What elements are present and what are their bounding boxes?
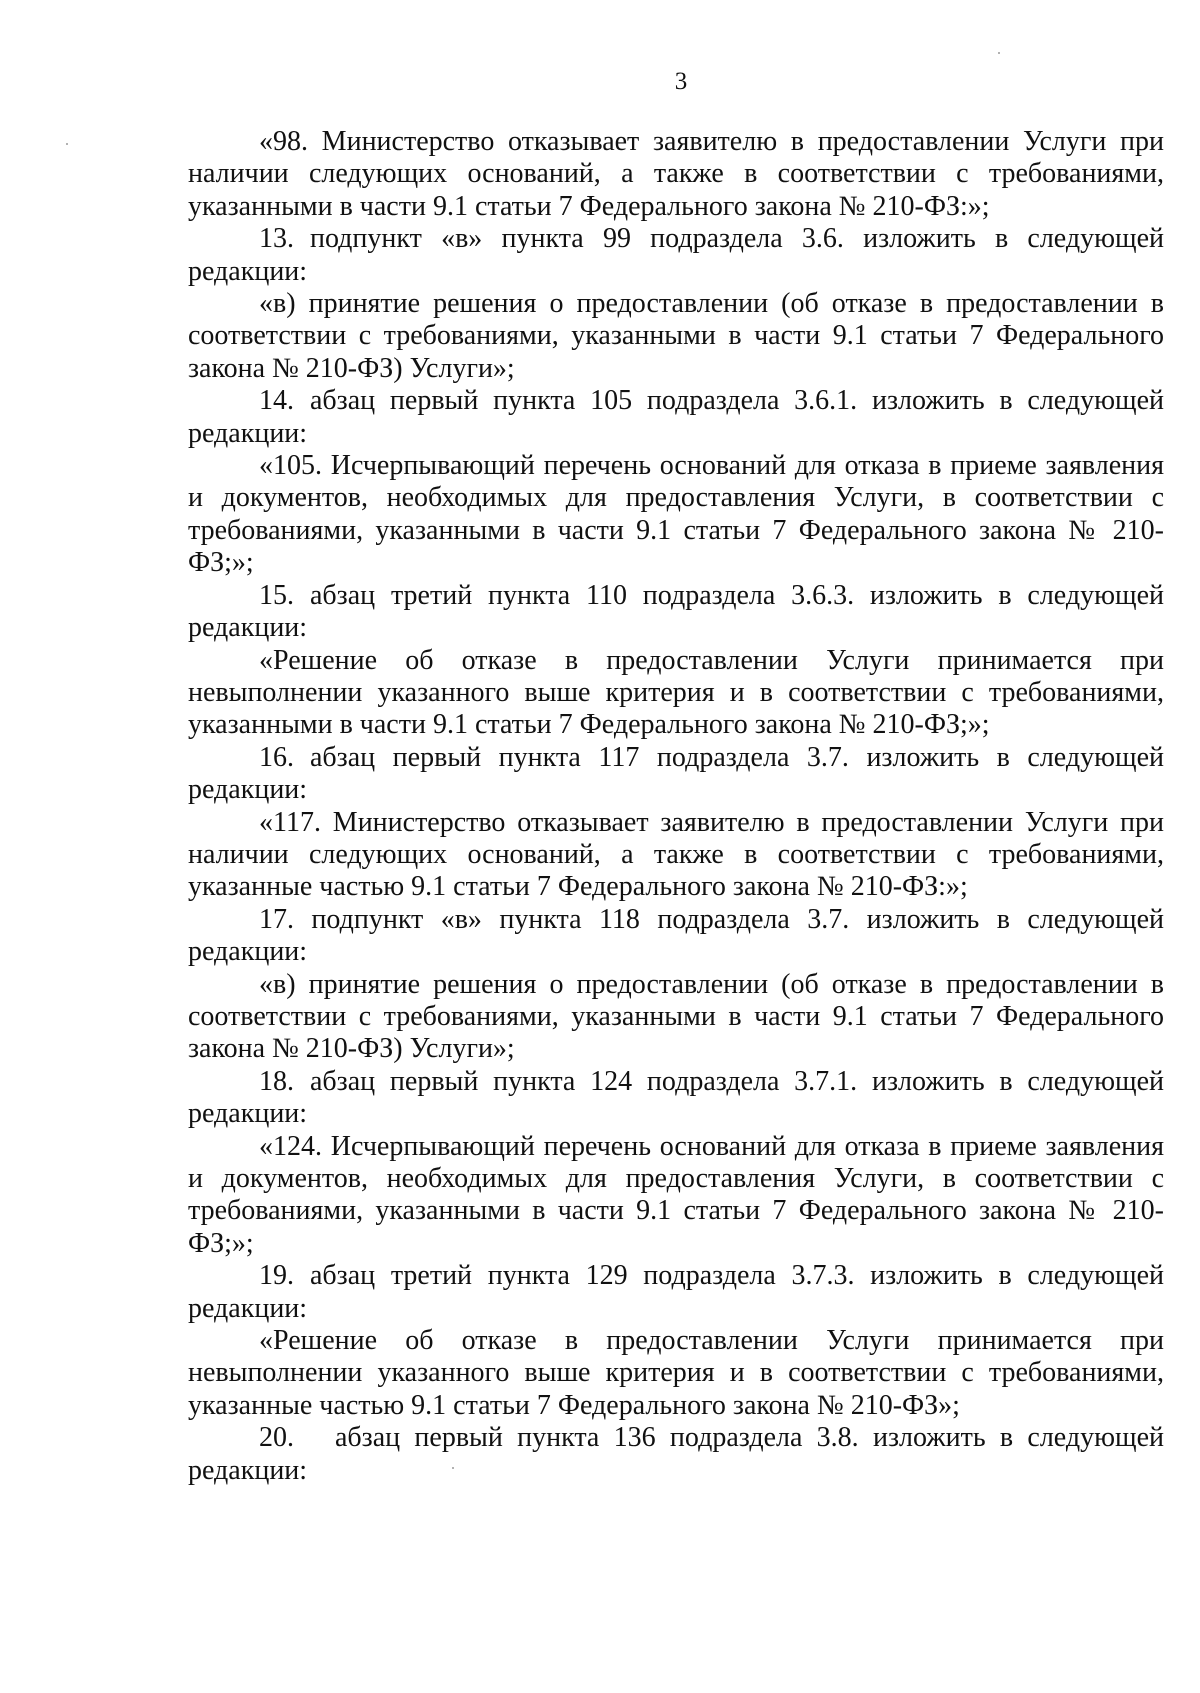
scan-speck <box>66 143 68 145</box>
item-text: абзац первый пункта 124 подраздела 3.7.1. изложить в следующей редакции: <box>188 1065 1164 1130</box>
paragraph-text: «Решение об отказе в предоставлении Услуги принимается при невыполнении указанного выше критерия и в соответствии с требованиями, указанные частью 9.1 статьи 7 Федерального закона № 210-ФЗ»; <box>188 1325 1164 1421</box>
scan-speck <box>998 52 1000 54</box>
paragraph-117 <box>188 807 1164 904</box>
paragraph-text: «124. Исчерпывающий перечень оснований для отказа в приеме заявления и документов, необходимых для предоставления Услуги, в соответствии с требованиями, указанными в части 9.1 статьи 7 Федерального закона № 210-ФЗ;»; <box>188 1130 1164 1259</box>
item-18 <box>188 1066 1164 1131</box>
item-20 <box>188 1422 1164 1487</box>
item-17 <box>188 904 1164 969</box>
item-text: абзац первый пункта 117 подраздела 3.7. изложить в следующей редакции: <box>188 741 1164 806</box>
page-number: 3 <box>674 68 688 95</box>
paragraph-text: «в) принятие решения о предоставлении (об отказе в предоставлении в соответствии с требованиями, указанными в части 9.1 статьи 7 Федерального закона № 210-ФЗ) Услуги»; <box>188 968 1164 1065</box>
item-number: 14. <box>259 385 294 417</box>
paragraph-text: «105. Исчерпывающий перечень оснований для отказа в приеме заявления и документов, необходимых для предоставления Услуги, в соответствии с требованиями, указанными в части 9.1 статьи 7 Федерального закона № 210-ФЗ;»; <box>188 450 1164 579</box>
paragraph-text: «98. Министерство отказывает заявителю в предоставлении Услуги при наличии следующих оснований, а также в соответствии с требованиями, указанными в части 9.1 статьи 7 Федерального закона № 210-ФЗ:»; <box>188 126 1164 222</box>
item-text: абзац третий пункта 110 подраздела 3.6.3. изложить в следующей редакции: <box>188 579 1164 644</box>
item-number: 18. <box>259 1065 294 1097</box>
paragraph-text: «117. Министерство отказывает заявителю в предоставлении Услуги при наличии следующих оснований, а также в соответствии с требованиями, указанные частью 9.1 статьи 7 Федерального закона № 210-ФЗ:»; <box>188 806 1164 903</box>
scan-speck <box>452 1467 454 1469</box>
paragraph-124 <box>188 1131 1164 1261</box>
item-text: подпункт «в» пункта 99 подраздела 3.6. изложить в следующей редакции: <box>188 223 1164 287</box>
paragraph-98 <box>188 126 1164 223</box>
item-number: 13. <box>259 223 294 255</box>
paragraph-105 <box>188 450 1164 580</box>
item-text: абзац первый пункта 105 подраздела 3.6.1. изложить в следующей редакции: <box>188 385 1164 449</box>
item-16 <box>188 742 1164 807</box>
paragraph-text: «Решение об отказе в предоставлении Услуги принимается при невыполнении указанного выше критерия и в соответствии с требованиями, указанными в части 9.1 статьи 7 Федерального закона № 210-ФЗ;»; <box>188 644 1164 741</box>
paragraph-text: «в) принятие решения о предоставлении (об отказе в предоставлении в соответствии с требованиями, указанными в части 9.1 статьи 7 Федерального закона № 210-ФЗ) Услуги»; <box>188 288 1164 384</box>
item-number: 16. <box>259 741 294 773</box>
item-19 <box>188 1260 1164 1325</box>
item-13 <box>188 223 1164 288</box>
item-text: 17. подпункт «в» пункта 118 подраздела 3.7. изложить в следующей редакции: <box>188 903 1164 968</box>
quoted-subitem-v-99 <box>188 288 1164 385</box>
item-number: 20. <box>259 1422 294 1454</box>
item-number: 19. <box>259 1260 294 1292</box>
item-number: 15. <box>259 579 294 611</box>
paragraph-decision-110 <box>188 645 1164 742</box>
document-body <box>188 126 1164 1487</box>
item-text: абзац третий пункта 129 подраздела 3.7.3. изложить в следующей редакции: <box>188 1260 1164 1324</box>
item-15 <box>188 580 1164 645</box>
item-14 <box>188 385 1164 450</box>
paragraph-decision-129 <box>188 1325 1164 1422</box>
quoted-subitem-v-118 <box>188 969 1164 1066</box>
item-text: абзац первый пункта 136 подраздела 3.8. изложить в следующей редакции: <box>188 1422 1164 1486</box>
